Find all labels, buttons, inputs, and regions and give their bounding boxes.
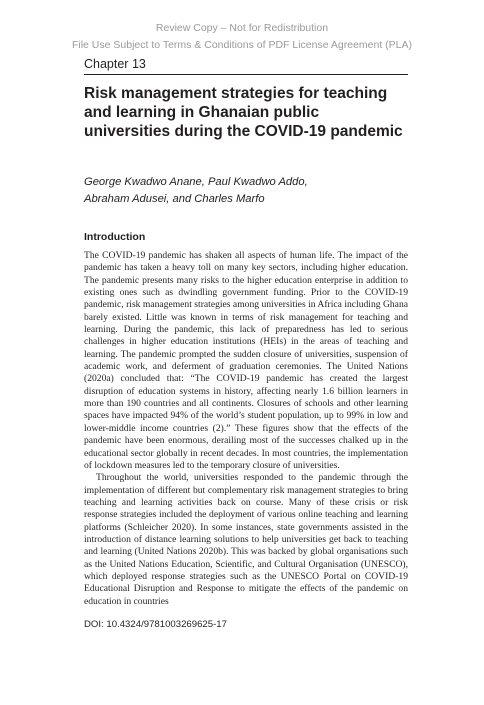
authors-line-1: George Kwadwo Anane, Paul Kwadwo Addo,: [84, 176, 308, 188]
introduction-paragraph-2: Throughout the world, universities responded to the pandemic through the implementation of different but complementary risk management strategies to bring teaching and learning activities back on course. Many of these crisis or risk response strategies included the deployment of various online teaching and learning platforms (Schleicher 2020). In some instances, state governments assisted in the introduction of distance learning solutions to help universities get back to teaching and learning (United Nations 2020b). This was backed by global organisations such as the United Nations Education, Scientific, and Cultural Organisation (UNESCO), which deployed response strategies such as the UNESCO Portal on COVID-19 Educational Disruption and Response to mitigate the effects of the pandemic on education in countries: [84, 472, 408, 607]
authors-line-2: Abraham Adusei, and Charles Marfo: [84, 193, 265, 205]
section-heading-introduction: Introduction: [84, 231, 146, 243]
chapter-title: Risk management strategies for teaching and learning in Ghanaian public universities during the COVID-19 pandemic: [84, 85, 403, 140]
chapter-authors: [84, 174, 404, 208]
introduction-body: [84, 250, 408, 608]
watermark-license-notice: File Use Subject to Terms & Conditions of PDF License Agreement (PLA): [71, 39, 413, 51]
chapter-label: Chapter 13: [84, 57, 146, 71]
chapter-divider: [84, 74, 408, 75]
doi-footer: DOI: 10.4324/9781003269625-17: [84, 619, 227, 630]
introduction-paragraph-1: The COVID-19 pandemic has shaken all aspects of human life. The impact of the pandemic has taken a heavy toll on many key sectors, including higher education. The pandemic presents many risks to the higher education enterprise in addition to existing ones such as dwindling government funding. Prior to the COVID-19 pandemic, risk management strategies among universities in Africa including Ghana barely existed. Little was known in terms of risk management for teaching and learning. During the pandemic, this lack of preparedness has led to serious challenges in higher education institutions (HEIs) in the areas of teaching and learning. The pandemic prompted the sudden closure of universities, suspension of academic work, and deferment of graduation ceremonies. The United Nations (2020a) concluded that: “The COVID-19 pandemic has created the largest disruption of education systems in history, affecting nearly 1.6 billion learners in more than 190 countries and all continents. Closures of schools and other learning spaces have impacted 94% of the world’s student population, up to 99% in low and lower-middle income countries (2).” These figures show that the effects of the pandemic have been enormous, derailing most of the successes chalked up in the educational sector globally in recent decades. In most countries, the implementation of lockdown measures led to the temporary closure of universities.: [84, 250, 408, 471]
watermark-review-copy: Review Copy – Not for Redistribution: [155, 22, 329, 34]
